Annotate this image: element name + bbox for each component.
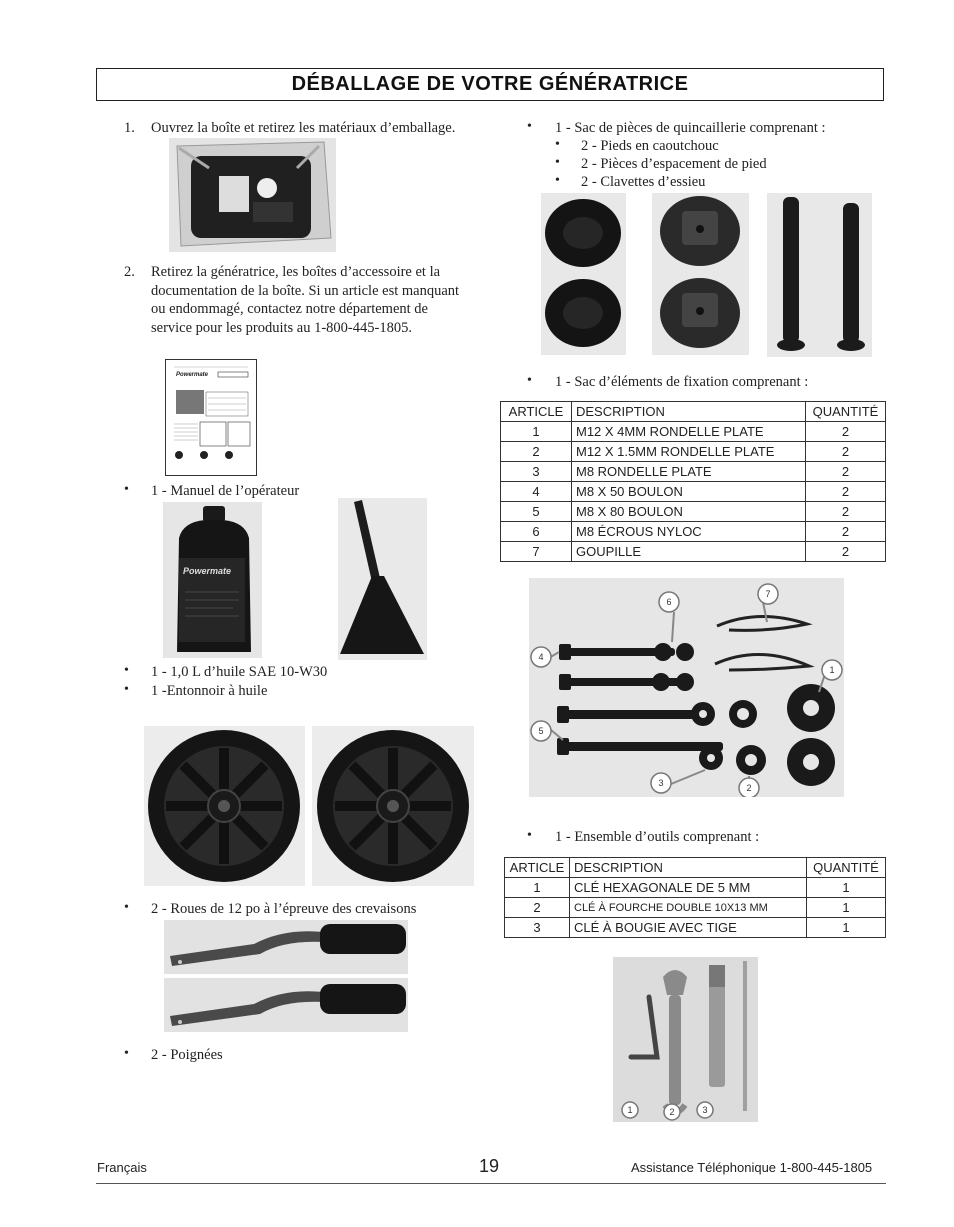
svg-text:2: 2	[746, 783, 752, 793]
table-cell: 1	[807, 918, 886, 938]
hardware-title: 1 - Sac de pièces de quincaillerie comprenant :	[555, 120, 826, 136]
table-cell: M12 X 1.5MM RONDELLE PLATE	[572, 442, 806, 462]
bullet: •	[527, 119, 532, 134]
table-cell: M12 X 4MM RONDELLE PLATE	[572, 422, 806, 442]
item-funnel: 1 -Entonnoir à huile	[151, 683, 268, 699]
step-text-line: service pour les produits au 1-800-445-1805.	[151, 320, 412, 336]
table-cell: 2	[806, 482, 886, 502]
step-text-line: documentation de la boîte. Si un article est manquant	[151, 283, 460, 299]
bullet: •	[124, 663, 129, 678]
marker-6	[659, 592, 679, 612]
svg-text:1: 1	[627, 1105, 633, 1115]
svg-text:4: 4	[538, 652, 544, 662]
table-cell: M8 X 50 BOULON	[572, 482, 806, 502]
marker-7	[758, 584, 778, 604]
column-header: ARTICLE	[501, 402, 572, 422]
bullet: •	[555, 137, 560, 152]
marker-1	[822, 660, 842, 680]
table-cell: 2	[806, 522, 886, 542]
tool-marker-1	[622, 1102, 638, 1118]
table-cell: 2	[806, 422, 886, 442]
table-row	[501, 542, 886, 562]
svg-text:7: 7	[765, 589, 771, 599]
hardware-item: 2 - Pieds en caoutchouc	[581, 138, 719, 154]
marker-3	[651, 773, 671, 793]
column-header: QUANTITÉ	[807, 858, 886, 878]
wheel-photo	[144, 726, 305, 886]
bullet: •	[124, 1046, 129, 1061]
bullet: •	[527, 373, 532, 388]
bullet: •	[555, 155, 560, 170]
step-text-line: ou endommagé, contactez notre département de	[151, 301, 428, 317]
wheel-photo	[312, 726, 474, 886]
rubber-feet-photo	[541, 193, 626, 355]
marker-4	[531, 647, 551, 667]
fasteners-photo	[529, 578, 844, 797]
table-cell: 3	[505, 918, 570, 938]
operator-manual-image	[165, 359, 257, 476]
table-cell: CLÉ À BOUGIE AVEC TIGE	[570, 918, 807, 938]
handle-photo	[164, 920, 408, 974]
tools-photo	[613, 957, 758, 1122]
hardware-item: 2 - Clavettes d’essieu	[581, 174, 706, 190]
table-cell: 2	[501, 442, 572, 462]
step-text: Ouvrez la boîte et retirez les matériaux d’emballage.	[151, 120, 456, 136]
bullet: •	[124, 682, 129, 697]
fastener-table	[500, 401, 886, 562]
handle-photo	[164, 978, 408, 1032]
footer-language: Français	[97, 1160, 147, 1175]
table-cell: 2	[806, 502, 886, 522]
step-number: 2.	[124, 264, 135, 280]
table-cell: 4	[501, 482, 572, 502]
table-row	[505, 918, 886, 938]
table-cell: GOUPILLE	[572, 542, 806, 562]
table-cell: 7	[501, 542, 572, 562]
table-cell: CLÉ HEXAGONALE DE 5 MM	[570, 878, 807, 898]
svg-text:2: 2	[669, 1107, 675, 1117]
table-row	[501, 442, 886, 462]
tool-marker-2	[664, 1104, 680, 1120]
item-wheels: 2 - Roues de 12 po à l’épreuve des crevaisons	[151, 901, 417, 917]
step-text-line: Retirez la génératrice, les boîtes d’accessoire et la	[151, 264, 441, 280]
tools-title: 1 - Ensemble d’outils comprenant :	[555, 829, 760, 845]
bullet: •	[555, 173, 560, 188]
table-header-row	[501, 402, 886, 422]
svg-text:6: 6	[666, 597, 672, 607]
svg-text:5: 5	[538, 726, 544, 736]
tool-marker-3	[697, 1102, 713, 1118]
table-row	[501, 522, 886, 542]
foot-spacer-photo	[652, 193, 749, 355]
table-cell: 2	[806, 442, 886, 462]
table-cell: 1	[807, 898, 886, 918]
table-cell: 2	[806, 542, 886, 562]
axle-pin-photo	[767, 193, 872, 357]
table-cell: M8 X 80 BOULON	[572, 502, 806, 522]
oil-bottle-photo	[163, 502, 262, 658]
marker-5	[531, 721, 551, 741]
table-cell: 5	[501, 502, 572, 522]
marker-2	[739, 778, 759, 797]
item-oil: 1 - 1,0 L d’huile SAE 10-W30	[151, 664, 328, 680]
page-title: DÉBALLAGE DE VOTRE GÉNÉRATRICE	[291, 73, 689, 95]
column-header: ARTICLE	[505, 858, 570, 878]
table-cell: 2	[806, 462, 886, 482]
bullet: •	[124, 482, 129, 497]
table-cell: 1	[501, 422, 572, 442]
manual-brand-logo: Powermate	[176, 372, 209, 378]
bullet: •	[527, 828, 532, 843]
table-cell: M8 ÉCROUS NYLOC	[572, 522, 806, 542]
hardware-item: 2 - Pièces d’espacement de pied	[581, 156, 767, 172]
table-row	[501, 502, 886, 522]
step-number: 1.	[124, 120, 135, 136]
column-header: QUANTITÉ	[806, 402, 886, 422]
table-header-row	[505, 858, 886, 878]
generator-box-photo	[169, 138, 336, 252]
footer-divider	[96, 1183, 886, 1184]
table-row	[505, 898, 886, 918]
oil-funnel-photo	[338, 498, 427, 660]
column-header: DESCRIPTION	[570, 858, 807, 878]
svg-text:1: 1	[829, 665, 835, 675]
item-handles: 2 - Poignées	[151, 1047, 223, 1063]
fastener-title: 1 - Sac d’éléments de fixation comprenant :	[555, 374, 809, 390]
svg-text:3: 3	[702, 1105, 708, 1115]
table-cell: 2	[505, 898, 570, 918]
table-row	[501, 462, 886, 482]
item-manual: 1 - Manuel de l’opérateur	[151, 483, 300, 499]
footer-support: Assistance Téléphonique 1-800-445-1805	[631, 1160, 873, 1175]
table-row	[501, 482, 886, 502]
table-row	[505, 878, 886, 898]
oil-brand-logo: Powermate	[183, 566, 232, 576]
tools-table	[504, 857, 886, 938]
table-cell: M8 RONDELLE PLATE	[572, 462, 806, 482]
svg-text:3: 3	[658, 778, 664, 788]
table-cell: 1	[505, 878, 570, 898]
table-cell: 3	[501, 462, 572, 482]
table-cell: CLÉ À FOURCHE DOUBLE 10X13 MM	[570, 898, 807, 918]
column-header: DESCRIPTION	[572, 402, 806, 422]
table-cell: 1	[807, 878, 886, 898]
bullet: •	[124, 900, 129, 915]
page-number: 19	[479, 1156, 500, 1176]
table-row	[501, 422, 886, 442]
section-title-box	[96, 68, 884, 101]
table-cell: 6	[501, 522, 572, 542]
